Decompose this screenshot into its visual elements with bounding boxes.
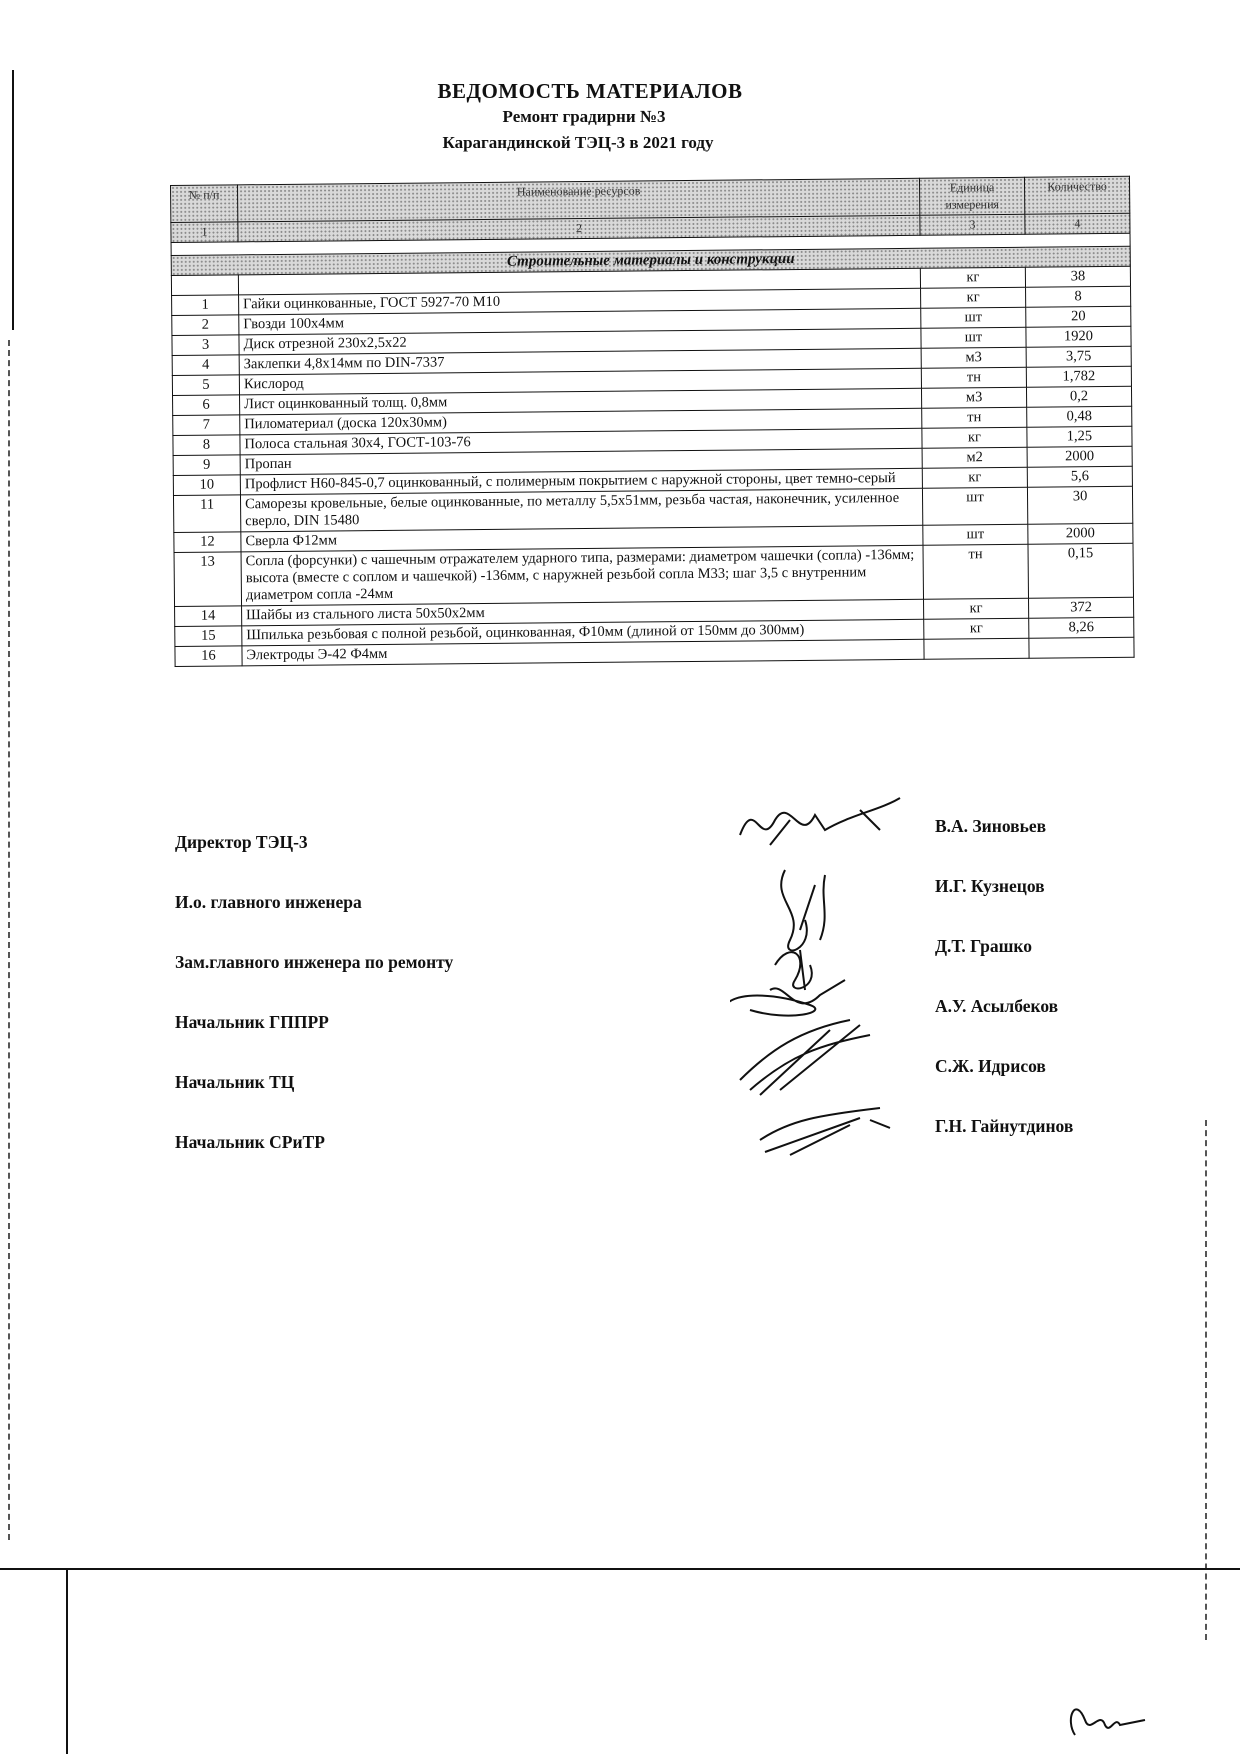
row-qty: 372 bbox=[1029, 597, 1134, 618]
signer-position-5: Начальник ТЦ bbox=[175, 1072, 295, 1092]
row-name: Диск отрезной 230х2,5х22 bbox=[239, 328, 921, 355]
signer-name-6: Г.Н. Гайнутдинов bbox=[935, 1116, 1074, 1136]
row-unit: кг bbox=[921, 287, 1026, 308]
row-qty bbox=[1029, 637, 1134, 658]
row-number: 14 bbox=[175, 606, 242, 627]
signer-name-5: С.Ж. Идрисов bbox=[935, 1056, 1046, 1076]
row-number: 4 bbox=[172, 355, 239, 376]
signature-1 bbox=[740, 798, 900, 845]
row-unit: кг bbox=[922, 427, 1027, 448]
scan-left-dashes bbox=[8, 340, 12, 1540]
row-number: 9 bbox=[173, 455, 240, 476]
row-unit: шт bbox=[921, 327, 1026, 348]
row-name: Полоса стальная 30х4, ГОСТ-103-76 bbox=[240, 428, 922, 455]
col-number-4: 4 bbox=[1025, 213, 1130, 234]
signer-position-4: Начальник ГППРР bbox=[175, 1012, 329, 1032]
title-block bbox=[0, 78, 1240, 156]
row-unit: тн bbox=[922, 407, 1027, 428]
signer-names bbox=[935, 816, 1073, 1176]
row-unit: тн bbox=[923, 544, 1029, 599]
row-number: 6 bbox=[173, 395, 240, 416]
row-number: 10 bbox=[173, 475, 240, 496]
row-qty: 20 bbox=[1026, 306, 1131, 327]
row-number bbox=[171, 275, 238, 296]
document-subtitle-2: Карагандинской ТЭЦ-3 в 2021 году bbox=[442, 133, 714, 152]
signature-3 bbox=[775, 950, 812, 990]
signature-6 bbox=[760, 1108, 890, 1155]
signer-position-3: Зам.главного инженера по ремонту bbox=[175, 952, 454, 972]
row-unit: м3 bbox=[921, 347, 1026, 368]
scan-left-bottom-edge bbox=[66, 1570, 68, 1754]
row-unit: кг bbox=[922, 467, 1027, 488]
row-name: Гайки оцинкованные, ГОСТ 5927-70 М10 bbox=[239, 288, 921, 315]
signer-name-1: В.А. Зиновьев bbox=[935, 816, 1047, 836]
row-number: 5 bbox=[172, 375, 239, 396]
row-unit: шт bbox=[921, 307, 1026, 328]
row-name: Профлист Н60-845-0,7 оцинкованный, с полимерным покрытием с наружной стороны, цвет темно-серый bbox=[240, 468, 922, 495]
row-qty: 38 bbox=[1025, 266, 1130, 287]
signature-4 bbox=[730, 980, 845, 1016]
row-unit: шт bbox=[923, 524, 1028, 545]
row-name: Шпилька резьбовая с полной резьбой, оцинкованная, Ф10мм (длиной от 150мм до 300мм) bbox=[242, 619, 924, 646]
row-qty: 5,6 bbox=[1027, 466, 1132, 487]
row-name: Сверла Ф12мм bbox=[241, 525, 923, 552]
row-qty: 0,48 bbox=[1027, 406, 1132, 427]
row-name: Шайбы из стального листа 50х50х2мм bbox=[242, 599, 924, 626]
col-number-1: 1 bbox=[171, 222, 238, 243]
row-qty: 0,2 bbox=[1026, 386, 1131, 407]
row-qty: 2000 bbox=[1028, 523, 1133, 544]
row-unit: кг bbox=[920, 267, 1025, 288]
row-qty: 0,15 bbox=[1028, 543, 1134, 598]
document-subtitle-1: Ремонт градирни №3 bbox=[502, 107, 666, 126]
col-header-name: Наименование ресурсов bbox=[238, 178, 920, 222]
signer-position-1: Директор ТЭЦ-3 bbox=[175, 832, 308, 852]
row-qty: 3,75 bbox=[1026, 346, 1131, 367]
row-number: 12 bbox=[174, 532, 241, 553]
col-number-3: 3 bbox=[920, 214, 1025, 235]
signer-name-3: Д.Т. Грашко bbox=[935, 936, 1032, 956]
handwritten-signatures bbox=[730, 790, 940, 1180]
signature-5 bbox=[740, 1020, 870, 1095]
signature-2 bbox=[781, 870, 825, 950]
signer-positions bbox=[175, 832, 453, 1192]
row-unit: м3 bbox=[921, 387, 1026, 408]
row-name: Саморезы кровельные, белые оцинкованные, по металлу 5,5х51мм, резьба частая, наконечник, усиленное сверло, DIN 15480 bbox=[240, 488, 922, 532]
row-qty: 1,782 bbox=[1026, 366, 1131, 387]
row-number: 16 bbox=[175, 646, 242, 667]
bottom-initials bbox=[1060, 1690, 1150, 1750]
row-name: Электроды Э-42 Ф4мм bbox=[242, 639, 924, 666]
row-number: 3 bbox=[172, 335, 239, 356]
scan-right-dashes bbox=[1205, 1120, 1209, 1640]
row-unit: кг bbox=[924, 618, 1029, 639]
signer-name-2: И.Г. Кузнецов bbox=[935, 876, 1045, 896]
document-title: ВЕДОМОСТЬ МАТЕРИАЛОВ bbox=[437, 79, 743, 103]
table-row bbox=[174, 543, 1133, 606]
row-qty: 1920 bbox=[1026, 326, 1131, 347]
row-name: Пиломатериал (доска 120х30мм) bbox=[240, 408, 922, 435]
row-number: 11 bbox=[173, 495, 240, 533]
row-unit: кг bbox=[924, 598, 1029, 619]
col-header-unit: Единица измерения bbox=[919, 177, 1024, 215]
row-qty: 2000 bbox=[1027, 446, 1132, 467]
row-number: 7 bbox=[173, 415, 240, 436]
row-number: 13 bbox=[174, 552, 242, 607]
scan-bottom-line bbox=[0, 1568, 1240, 1570]
row-qty: 30 bbox=[1027, 486, 1132, 524]
row-name: Кислород bbox=[239, 368, 921, 395]
col-header-qty: Количество bbox=[1024, 176, 1129, 214]
materials-table bbox=[170, 176, 1135, 667]
row-name: Пропан bbox=[240, 448, 922, 475]
row-name: Гвозди 100х4мм bbox=[239, 308, 921, 335]
signer-name-4: А.У. Асылбеков bbox=[935, 996, 1059, 1016]
row-unit bbox=[924, 638, 1029, 659]
row-unit: тн bbox=[921, 367, 1026, 388]
row-number: 1 bbox=[172, 295, 239, 316]
row-number: 2 bbox=[172, 315, 239, 336]
row-name: Лист оцинкованный толщ. 0,8мм bbox=[240, 388, 922, 415]
row-qty: 1,25 bbox=[1027, 426, 1132, 447]
row-number: 15 bbox=[175, 626, 242, 647]
signer-position-6: Начальник СРиТР bbox=[175, 1132, 325, 1152]
row-number: 8 bbox=[173, 435, 240, 456]
col-header-num: № п/п bbox=[171, 185, 238, 223]
row-qty: 8,26 bbox=[1029, 617, 1134, 638]
row-name: Сопла (форсунки) с чашечным отражателем ударного типа, размерами: диаметром чашечки (сопла) -136мм; высота (вместе с соплом и чашечкой) -136мм, с наружней резьбой сопла М33; шаг 3,5 с внутренним диаметром сопла -24мм bbox=[241, 545, 923, 606]
col-number-2: 2 bbox=[238, 215, 920, 242]
row-unit: м2 bbox=[922, 447, 1027, 468]
row-qty: 8 bbox=[1026, 286, 1131, 307]
signer-position-2: И.о. главного инженера bbox=[175, 892, 362, 912]
row-name: Заклепки 4,8х14мм по DIN-7337 bbox=[239, 348, 921, 375]
row-unit: шт bbox=[922, 487, 1027, 525]
section-title: Строительные материалы и конструкции bbox=[171, 246, 1130, 275]
